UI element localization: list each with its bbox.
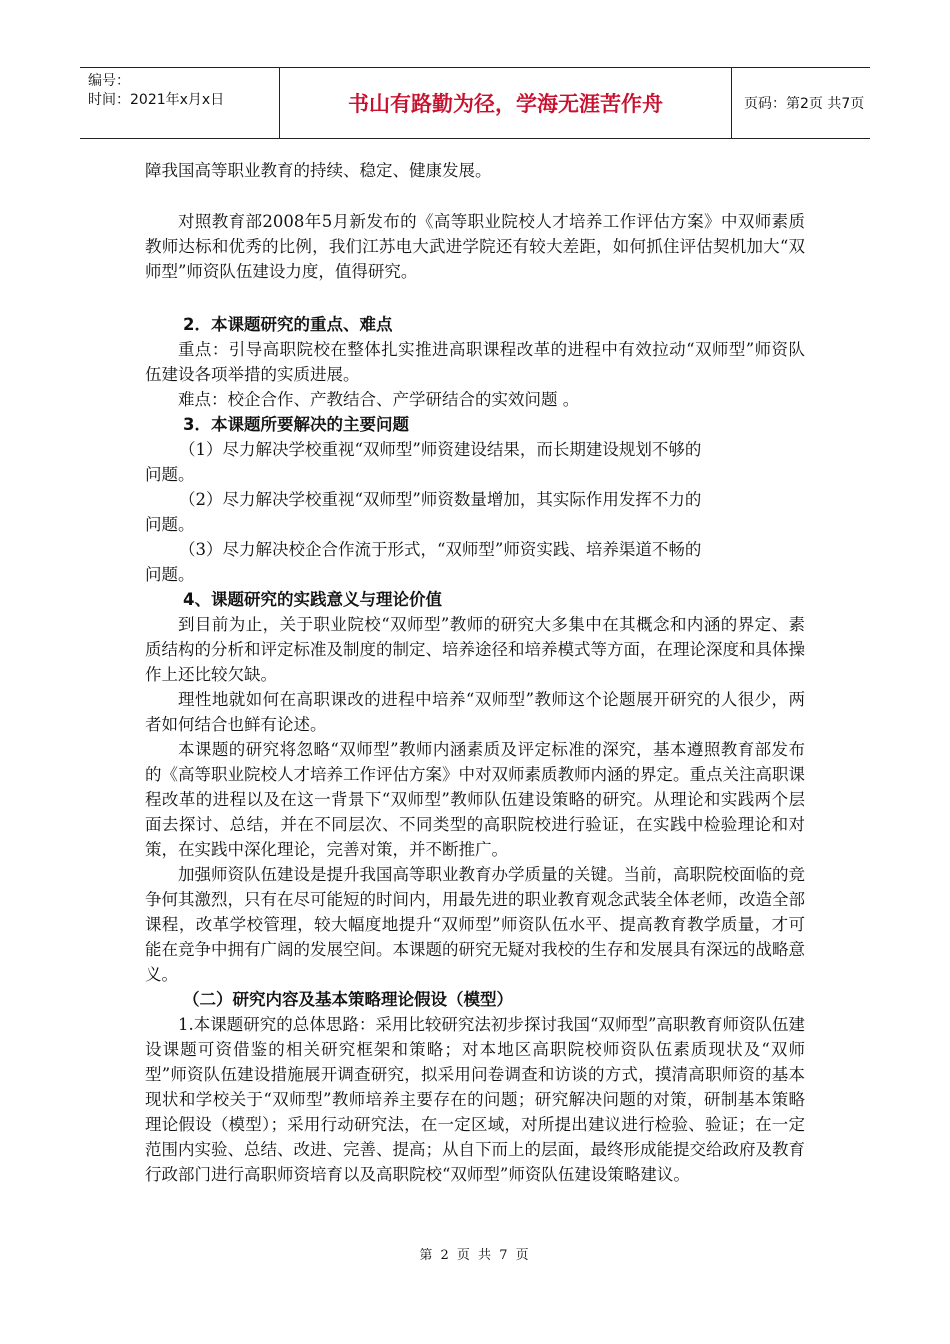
- paragraph-significance-1: 到目前为止，关于职业院校“双师型”教师的研究大多集中在其概念和内涵的界定、素质结构的分析和评定标准及制度的制定、培养途径和培养模式等方面，在理论深度和具体操作上还比较欠缺。: [145, 615, 805, 684]
- heading-research-content: （二）研究内容及基本策略理论假设（模型）: [183, 990, 513, 1009]
- problem-item-2-tail: 问题。: [145, 515, 195, 534]
- paragraph-significance-2: 理性地就如何在高职课改的进程中培养“双师型”教师这个论题展开研究的人很少，两者如何结合也鲜有论述。: [145, 690, 805, 734]
- heading-significance: 4、课题研究的实践意义与理论价值: [183, 590, 442, 609]
- paragraph-significance-3: 本课题的研究将忽略“双师型”教师内涵素质及评定标准的深究，基本遵照教育部发布的《高等职业院校人才培养工作评估方案》中对双师素质教师内涵的界定。重点关注高职课程改革的进程以及在这一背景下“双师型”教师队伍建设策略的研究。从理论和实践两个层面去探讨、总结，并在不同层次、不同类型的高职院校进行验证，在实践中检验理论和对策，在实践中深化理论，完善对策，并不断推广。: [145, 740, 805, 859]
- paragraph-key-point: 重点：引导高职院校在整体扎实推进高职课程改革的进程中有效拉动“双师型”师资队伍建设各项举措的实质进展。: [145, 340, 805, 384]
- paragraph-significance-4: 加强师资队伍建设是提升我国高等职业教育办学质量的关键。当前，高职院校面临的竞争何其激烈，只有在尽可能短的时间内，用最先进的职业教育观念武装全体老师，改造全部课程，改革学校管理，较大幅度地提升“双师型”师资队伍水平、提高教育教学质量，才可能在竞争中拥有广阔的发展空间。本课题的研究无疑对我校的生存和发展具有深远的战略意义。: [145, 865, 805, 984]
- problem-item-1-tail: 问题。: [145, 465, 195, 484]
- paragraph-comparison: 对照教育部2008年5月新发布的《高等职业院校人才培养工作评估方案》中双师素质教师达标和优秀的比例，我们江苏电大武进学院还有较大差距，如何抓住评估契机加大“双师型”师资队伍建设力度，值得研究。: [145, 212, 805, 281]
- page-footer: 第 2 页 共 7 页: [419, 1248, 531, 1263]
- problem-item-2: （2）尽力解决学校重视“双师型”师资数量增加，其实际作用发挥不力的: [179, 490, 702, 509]
- header-meta-cell: [80, 68, 280, 138]
- paragraph-continued: 障我国高等职业教育的持续、稳定、健康发展。: [145, 161, 492, 180]
- header-page-info: 页码：第2页 共7页: [744, 96, 865, 112]
- paragraph-overall-approach: 1.本课题研究的总体思路：采用比较研究法初步探讨我国“双师型”高职教育师资队伍建设课题可资借鉴的相关研究框架和策略；对本地区高职院校师资队伍素质现状及“双师型”师资队伍建设措施展开调查研究，拟采用问卷调查和访谈的方式，摸清高职师资的基本现状和学校关于“双师型”教师培养主要存在的问题；研究解决问题的对策，研制基本策略理论假设（模型）；采用行动研究法，在一定区域，对所提出建议进行检验、验证；在一定范围内实验、总结、改进、完善、提高；从自下而上的层面，最终形成能提交给政府及教育行政部门进行高职师资培育以及高职院校“双师型”师资队伍建设策略建议。: [145, 1015, 805, 1184]
- problem-item-3-tail: 问题。: [145, 565, 195, 584]
- document-body: [145, 158, 805, 1187]
- page-header-table: [80, 67, 870, 139]
- problem-item-1: （1）尽力解决学校重视“双师型”师资建设结果，而长期建设规划不够的: [179, 440, 702, 459]
- problem-item-3: （3）尽力解决校企合作流于形式，“双师型”师资实践、培养渠道不畅的: [179, 540, 702, 559]
- document-time-label: 时间：2021年x月x日: [88, 92, 225, 108]
- header-motto: 书山有路勤为径，学海无涯苦作舟: [280, 68, 732, 138]
- heading-key-difficult-points: 2．本课题研究的重点、难点: [183, 315, 393, 334]
- heading-main-problems: 3．本课题所要解决的主要问题: [183, 415, 409, 434]
- paragraph-difficult-point: 难点：校企合作、产教结合、产学研结合的实效问题 。: [178, 390, 580, 409]
- document-number-label: 编号：: [88, 73, 130, 89]
